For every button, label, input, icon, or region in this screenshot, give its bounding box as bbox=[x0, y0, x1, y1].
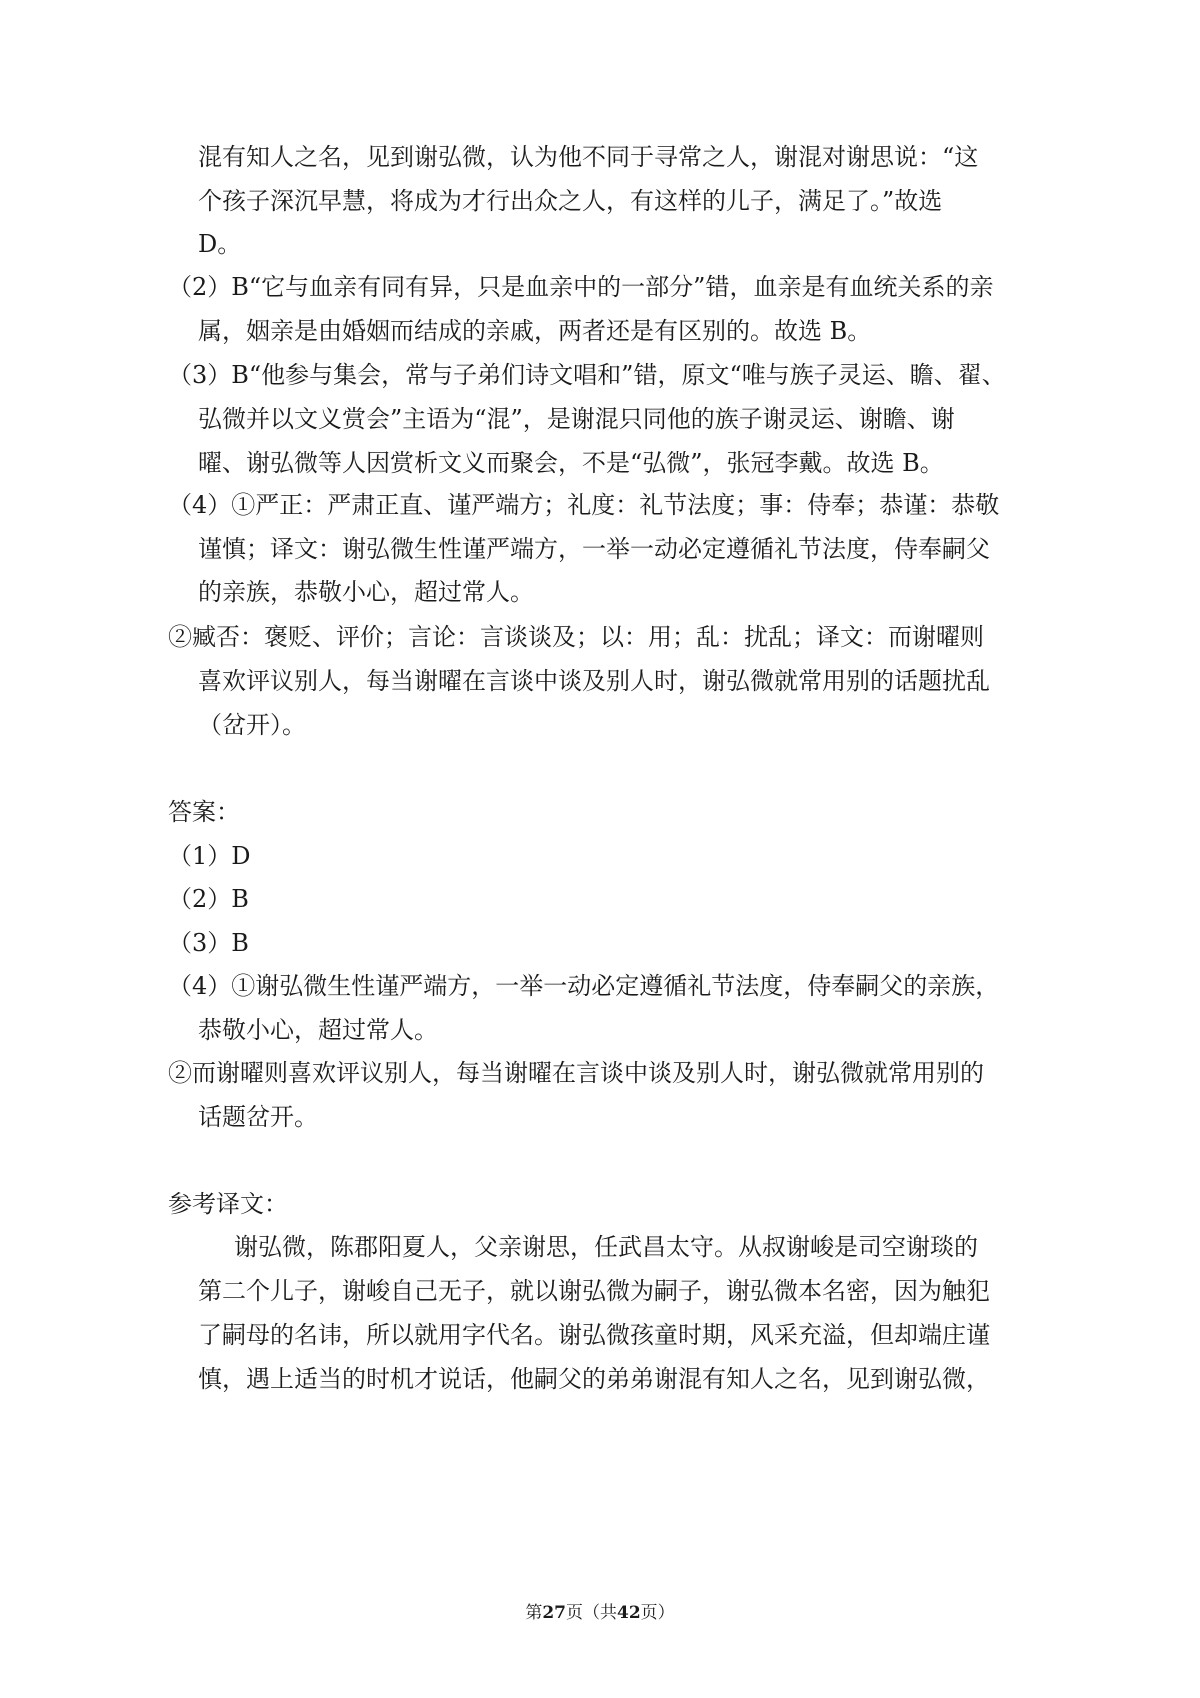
text-line: 的亲族，恭敬小心，超过常人。 bbox=[198, 578, 534, 606]
text-line: （4）①严正：严肃正直、谨严端方；礼度：礼节法度；事：侍奉；恭谨：恭敬 bbox=[168, 491, 1000, 519]
answer-item: （1）D bbox=[168, 842, 251, 870]
text-line: 弘微并以文义赏会”主语为“混”，是谢混只同他的族子谢灵运、谢瞻、谢 bbox=[198, 405, 955, 433]
section-heading-translation: 参考译文： bbox=[168, 1190, 288, 1218]
page-number: 27 bbox=[542, 1603, 566, 1623]
translation-paragraph-line: 谢弘微，陈郡阳夏人，父亲谢思，任武昌太守。从叔谢峻是司空谢琰的 bbox=[234, 1233, 978, 1261]
footer-mid: 页（共 bbox=[566, 1603, 617, 1623]
text-line: 曜、谢弘微等人因赏析文义而聚会，不是“弘微”，张冠李戴。故选 B。 bbox=[198, 449, 944, 477]
answer-item: （2）B bbox=[168, 885, 249, 913]
translation-paragraph-line: 第二个儿子，谢峻自己无子，就以谢弘微为嗣子，谢弘微本名密，因为触犯 bbox=[198, 1277, 990, 1305]
text-line: （岔开）。 bbox=[198, 711, 306, 739]
text-line: 谨慎；译文：谢弘微生性谨严端方，一举一动必定遵循礼节法度，侍奉嗣父 bbox=[198, 535, 990, 563]
section-heading-answers: 答案： bbox=[168, 798, 240, 826]
text-line: 个孩子深沉早慧，将成为才行出众之人，有这样的儿子，满足了。”故选 bbox=[198, 187, 943, 215]
text-line: （2）B“它与血亲有同有异，只是血亲中的一部分”错，血亲是有血统关系的亲 bbox=[168, 273, 994, 301]
answer-item: （4）①谢弘微生性谨严端方，一举一动必定遵循礼节法度，侍奉嗣父的亲族， bbox=[168, 972, 1000, 1000]
translation-paragraph-line: 慎，遇上适当的时机才说话，他嗣父的弟弟谢混有知人之名，见到谢弘微， bbox=[198, 1365, 990, 1393]
text-line: ②臧否：褒贬、评价；言论：言谈谈及；以：用；乱：扰乱；译文：而谢曜则 bbox=[168, 623, 984, 651]
text-line: 混有知人之名，见到谢弘微，认为他不同于寻常之人，谢混对谢思说：“这 bbox=[198, 143, 979, 171]
answer-item-continued: 恭敬小心，超过常人。 bbox=[198, 1016, 438, 1044]
total-pages: 42 bbox=[617, 1603, 641, 1623]
footer-suffix: 页） bbox=[640, 1603, 675, 1623]
text-line: 喜欢评议别人，每当谢曜在言谈中谈及别人时，谢弘微就常用别的话题扰乱 bbox=[198, 667, 990, 695]
translation-paragraph-line: 了嗣母的名讳，所以就用字代名。谢弘微孩童时期，风采充溢，但却端庄谨 bbox=[198, 1321, 990, 1349]
text-line: （3）B“他参与集会，常与子弟们诗文唱和”错，原文“唯与族子灵运、瞻、翟、 bbox=[168, 361, 1006, 389]
text-line: 属，姻亲是由婚姻而结成的亲戚，两者还是有区别的。故选 B。 bbox=[198, 317, 872, 345]
answer-item: ②而谢曜则喜欢评议别人，每当谢曜在言谈中谈及别人时，谢弘微就常用别的 bbox=[168, 1059, 984, 1087]
text-line: D。 bbox=[198, 230, 242, 258]
answer-item-continued: 话题岔开。 bbox=[198, 1103, 318, 1131]
footer-prefix: 第 bbox=[525, 1603, 543, 1623]
answer-item: （3）B bbox=[168, 929, 249, 957]
page-footer bbox=[0, 1602, 1200, 1624]
